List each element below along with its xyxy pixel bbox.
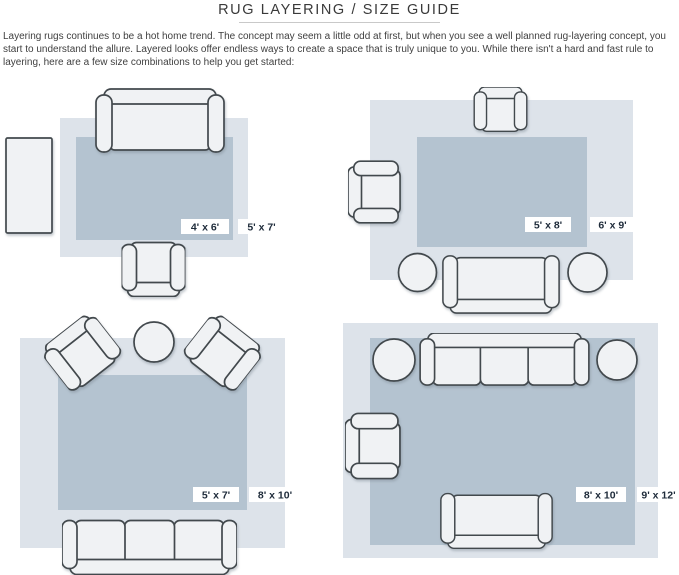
pouf <box>568 253 607 292</box>
three-seat-sofa <box>62 521 237 575</box>
page-title: RUG LAYERING / SIZE GUIDE <box>218 2 461 18</box>
round-table <box>134 322 174 362</box>
inner-rug-size-label: 8' x 10' <box>583 489 619 502</box>
loveseat <box>441 494 552 549</box>
console-table <box>6 138 52 233</box>
intro-paragraph: Layering rugs continues to be a hot home trend. The concept may seem a little odd at first, but when you see a well planned rug-layering concept, you start to understand the allure. Layered looks offer endless ways to create a space that is truly unique to you. While there isn't a hard and fast rule to layering, here are a few size combinations to help you get started: <box>3 31 666 68</box>
three-seat-sofa <box>420 333 589 385</box>
armchair <box>122 243 186 297</box>
outer-rug-size-label: 9' x 12' <box>641 489 676 502</box>
rug-layout-diagram <box>0 85 679 575</box>
sofa <box>443 256 559 313</box>
outer-rug-size-label: 8' x 10' <box>257 489 293 502</box>
round-table <box>373 339 415 381</box>
layout-bottom-right <box>343 323 679 558</box>
layout-top-right <box>348 87 635 313</box>
outer-rug-size-label: 5' x 7' <box>247 221 276 234</box>
sofa <box>96 89 224 152</box>
armchair <box>345 413 400 478</box>
round-table <box>597 340 637 380</box>
armchair <box>474 87 527 131</box>
inner-rug-size-label: 5' x 8' <box>533 219 563 232</box>
pouf <box>399 254 437 292</box>
inner-rug-size-label: 4' x 6' <box>190 221 220 234</box>
layout-top-left <box>6 89 285 297</box>
armchair <box>348 161 400 223</box>
layout-bottom-left <box>20 310 301 575</box>
inner-rug-size-label: 5' x 7' <box>201 489 231 502</box>
title-divider <box>239 22 440 23</box>
outer-rug-size-label: 6' x 9' <box>598 219 627 232</box>
